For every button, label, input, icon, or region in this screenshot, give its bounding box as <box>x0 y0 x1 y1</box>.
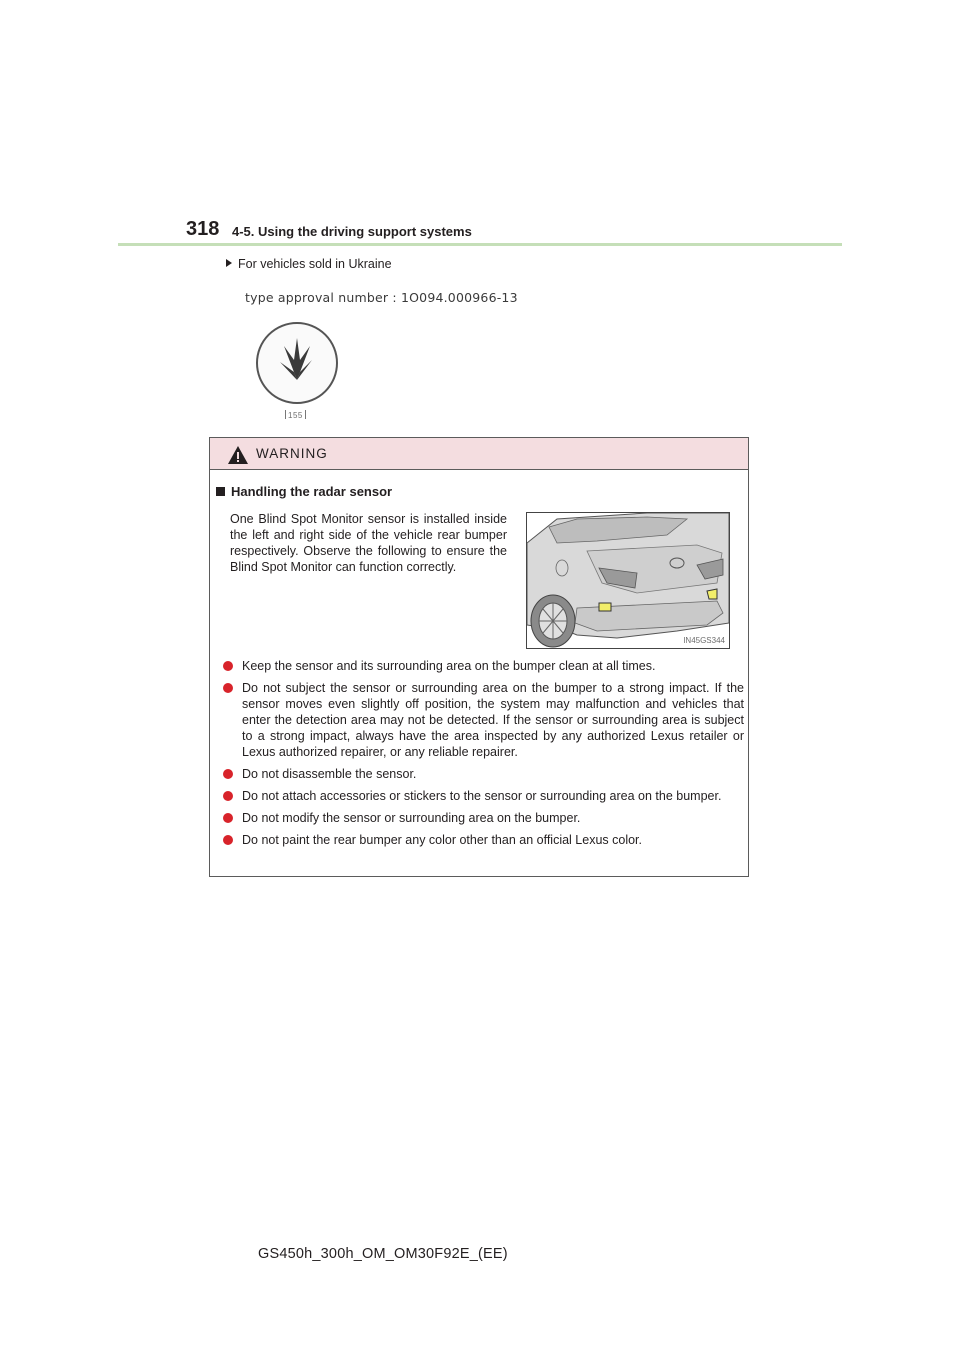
warning-box <box>209 437 749 877</box>
warning-subheading <box>216 484 392 499</box>
red-circle-bullet-icon <box>223 769 233 779</box>
red-circle-bullet-icon <box>223 683 233 693</box>
warning-triangle-icon <box>227 445 249 465</box>
red-circle-bullet-icon <box>223 791 233 801</box>
ukraine-heading-text: For vehicles sold in Ukraine <box>238 257 392 271</box>
warning-header <box>210 438 748 470</box>
ukraine-conformity-mark-icon <box>254 320 340 406</box>
ukraine-heading <box>226 257 392 271</box>
document-code: GS450h_300h_OM_OM30F92E_(EE) <box>258 1246 508 1262</box>
warning-title: WARNING <box>256 446 328 461</box>
list-item: Do not paint the rear bumper any color other than an official Lexus color. <box>220 832 744 848</box>
figure-code: IN45GS344 <box>683 636 725 645</box>
list-item: Do not attach accessories or stickers to the sensor or surrounding area on the bumper. <box>220 788 744 804</box>
warning-intro: One Blind Spot Monitor sensor is installed inside the left and right side of the vehicle rear bumper respectively. Observe the following to ensure the Blind Spot Monitor can function correctly. <box>230 512 507 574</box>
page-number: 318 <box>186 218 220 240</box>
car-rear-icon <box>527 513 729 648</box>
section-title: 4-5. Using the driving support systems <box>232 224 472 239</box>
list-item: Do not disassemble the sensor. <box>220 766 744 782</box>
header-rule <box>118 243 842 246</box>
red-circle-bullet-icon <box>223 813 233 823</box>
mark-code: 155 <box>283 410 308 420</box>
red-circle-bullet-icon <box>223 661 233 671</box>
warning-subheading-text: Handling the radar sensor <box>231 484 393 499</box>
car-rear-illustration <box>526 512 730 649</box>
list-item: Do not modify the sensor or surrounding area on the bumper. <box>220 810 744 826</box>
list-item: Do not subject the sensor or surrounding area on the bumper to a strong impact. If the sensor moves even slightly off position, the system may malfunction and vehicles that enter the detection area may not be detected. If the sensor or surrounding area is subject to a strong impact, always have the area inspected by any authorized Lexus retailer or Lexus authorized repairer, or any reliable repairer. <box>220 680 744 760</box>
triangle-bullet-icon <box>226 259 232 267</box>
square-bullet-icon <box>216 487 225 496</box>
type-approval-number: type approval number : 1O094.000966-13 <box>245 290 518 305</box>
warning-list <box>220 658 744 854</box>
red-circle-bullet-icon <box>223 835 233 845</box>
list-item: Keep the sensor and its surrounding area on the bumper clean at all times. <box>220 658 744 674</box>
